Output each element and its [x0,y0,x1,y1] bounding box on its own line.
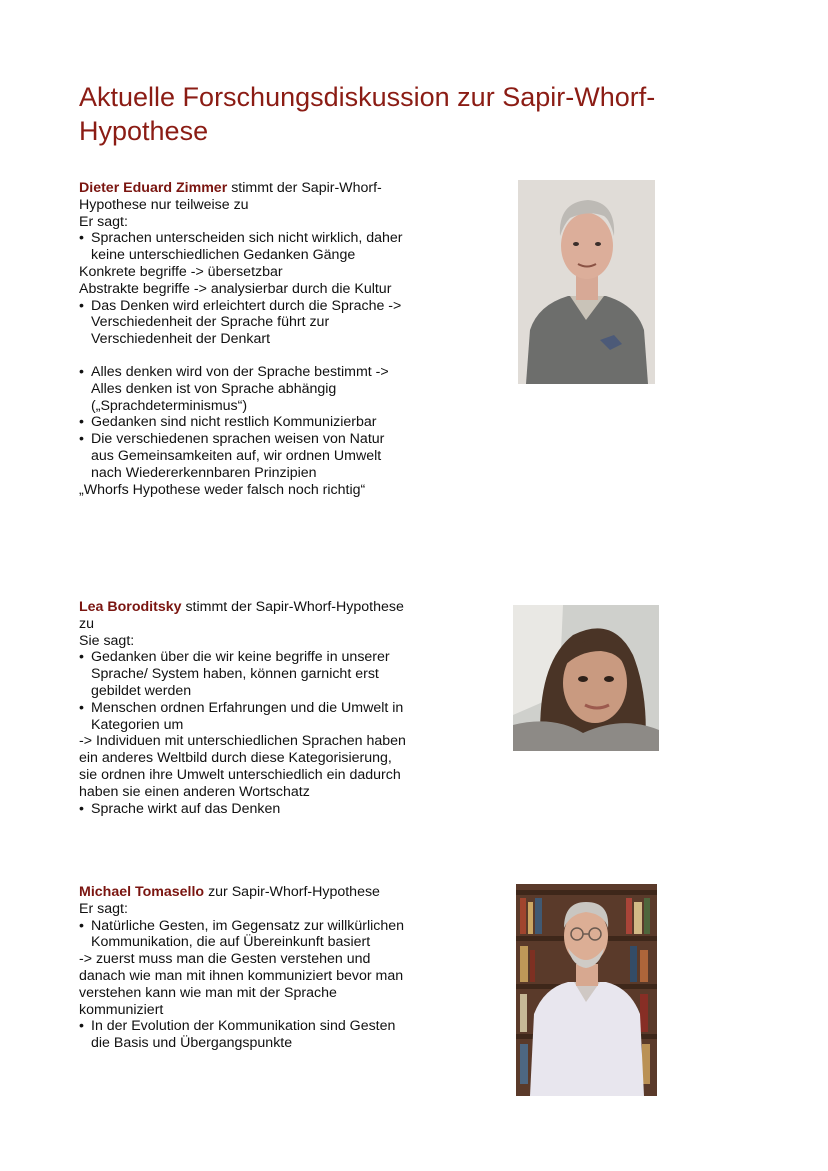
person-photo-zimmer [518,180,655,384]
photo-woman-icon [513,605,659,751]
intro-line [79,180,409,214]
author-name: Dieter Eduard Zimmer [79,180,228,196]
bullet-item: • Gedanken sind nicht restlich Kommunizierbar [79,414,409,431]
section-tomasello [79,884,409,1052]
bullet-item: • Menschen ordnen Erfahrungen und die Umwelt in Kategorien um [79,700,409,734]
stance-text: zur Sapir-Whorf-Hypothese [208,884,380,900]
bullet-list [79,1018,409,1052]
author-name: Michael Tomasello [79,884,205,900]
person-photo-boroditsky [513,605,659,751]
bullet-item: • Das Denken wird erleichtert durch die Sprache -> Verschiedenheit der Sprache führt zur Verschiedenheit der Denkart [79,298,409,348]
section-zimmer [79,180,409,498]
person-photo-tomasello [516,884,657,1096]
bullet-item: • Natürliche Gesten, im Gegensatz zur willkürlichen Kommunikation, die auf Übereinkunft basiert [79,918,409,952]
bullet-item: • Sprache wirkt auf das Denken [79,801,409,818]
bullet-list [79,649,409,733]
text-line: Konkrete begriffe -> übersetzbar [79,263,283,280]
section-boroditsky [79,599,409,817]
bullet-item: • Alles denken wird von der Sprache bestimmt -> Alles denken ist von Sprache abhängig („Sprachdeterminismus“) [79,364,409,414]
quote-line: „Whorfs Hypothese weder falsch noch richtig“ [79,481,366,498]
bullet-list [79,230,409,264]
bullet-list [79,298,409,348]
bullet-item: • Sprachen unterscheiden sich nicht wirklich, daher keine unterschiedlichen Gedanken Gänge [79,230,409,264]
photo-older-man-icon [518,180,655,384]
photo-man-bookshelf-icon [516,884,657,1096]
says-label: Er sagt: [79,213,128,230]
says-label: Sie sagt: [79,632,135,649]
paragraph: -> zuerst muss man die Gesten verstehen und danach wie man mit ihnen kommuniziert bevor man verstehen kann wie man mit der Sprache kommuniziert [79,951,404,1018]
paragraph: -> Individuen mit unterschiedlichen Sprachen haben ein anderes Weltbild durch diese Kategorisierung, sie ordnen ihre Umwelt unterschiedlich ein dadurch haben sie einen anderen Wortschatz [79,733,406,800]
stance-text: stimmt der Sapir-Whorf-Hypothese zu [79,599,404,632]
stance-text: stimmt der Sapir-Whorf-Hypothese nur teilweise zu [79,180,382,213]
says-label: Er sagt: [79,900,128,917]
bullet-item: • In der Evolution der Kommunikation sind Gesten die Basis und Übergangspunkte [79,1018,409,1052]
author-name: Lea Boroditsky [79,599,182,615]
intro-line [79,884,409,901]
bullet-item: • Gedanken über die wir keine begriffe in unserer Sprache/ System haben, können garnicht erst gebildet werden [79,649,409,699]
bullet-list [79,918,409,952]
bullet-item: • Die verschiedenen sprachen weisen von Natur aus Gemeinsamkeiten auf, wir ordnen Umwelt nach Wiedererkennbaren Prinzipien [79,431,409,481]
bullet-list [79,801,409,818]
page-title: Aktuelle Forschungsdiskussion zur Sapir-Whorf-Hypothese [79,82,656,146]
text-line: Abstrakte begriffe -> analysierbar durch die Kultur [79,280,392,297]
intro-line [79,599,409,633]
bullet-list [79,364,409,482]
